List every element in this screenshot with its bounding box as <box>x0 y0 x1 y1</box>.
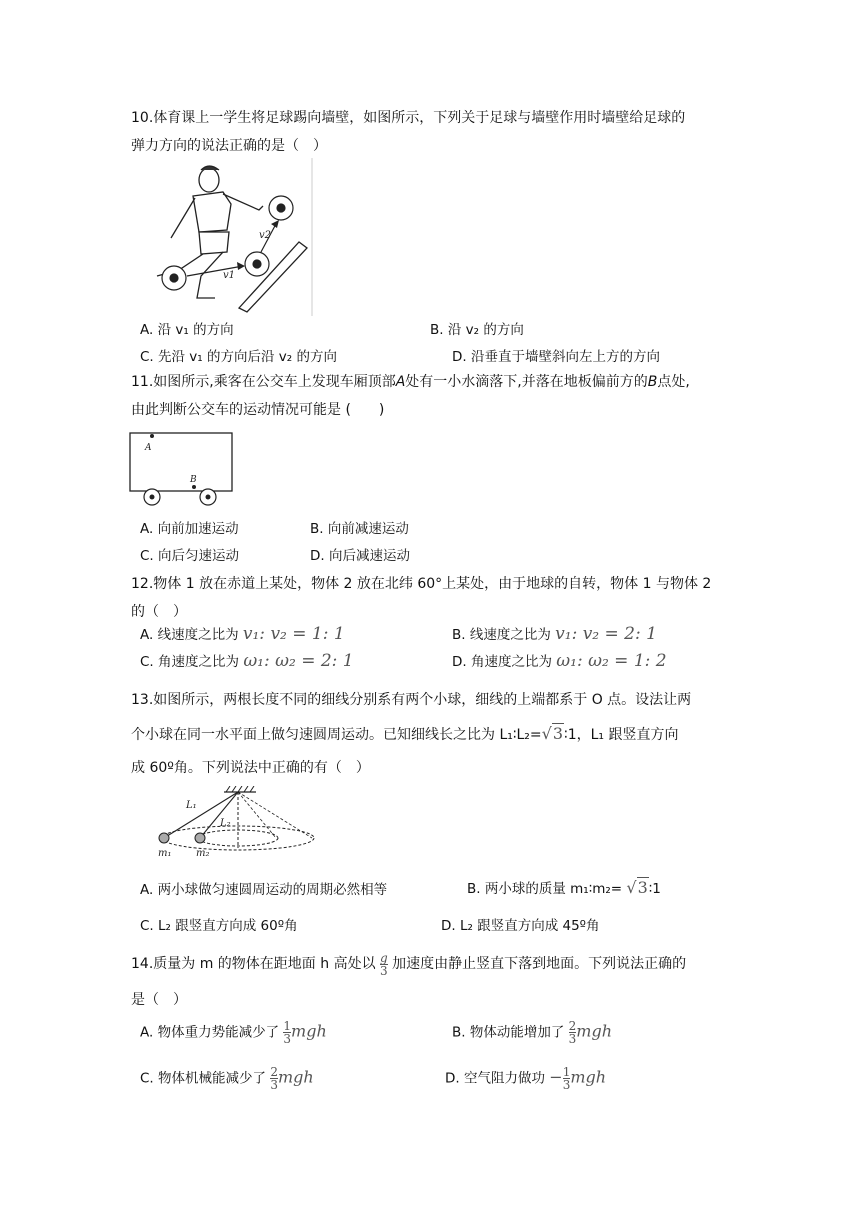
q13-line2: 个小球在同一水平面上做匀速圆周运动。已知细线长之比为 L₁∶L₂=√3∶1，L₁ 跟竖直方向 <box>131 724 679 743</box>
q11-option-c[interactable]: C. 向后匀速运动 <box>140 548 240 564</box>
q13-line3: 成 60º角。下列说法中正确的有（ ） <box>131 760 370 776</box>
q10-stem <box>131 104 731 160</box>
q10-v1-label: v1 <box>223 270 236 281</box>
q14-stem <box>131 946 731 1018</box>
q13-stem <box>131 684 731 785</box>
q13-pendulum-figure <box>150 786 324 862</box>
q13-m1-label: m₁ <box>158 848 172 859</box>
q13-line1: 13.如图所示，两根长度不同的细线分别系有两个小球，细线的上端都系于 O 点。设法让两 <box>131 692 692 708</box>
q10-v2-label: v2 <box>259 230 272 241</box>
q11-line2: 由此判断公交车的运动情况可能是 ( ) <box>131 402 385 418</box>
q10-line2: 弹力方向的说法正确的是（ ） <box>131 138 327 154</box>
q13-option-c[interactable]: C. L₂ 跟竖直方向成 60º角 <box>140 918 298 934</box>
q13-option-b[interactable]: B. 两小球的质量 m₁∶m₂= √3∶1 <box>467 878 661 897</box>
q10-option-b[interactable]: B. 沿 v₂ 的方向 <box>430 322 524 338</box>
q12-option-b[interactable]: B. 线速度之比为 v₁: v₂ = 2: 1 <box>452 624 657 644</box>
q13-l1-label: L₁ <box>186 800 197 811</box>
q14-line2: 是（ ） <box>131 992 187 1008</box>
q10-soccer-figure <box>131 158 313 316</box>
q11-point-a-label: A <box>145 443 152 453</box>
q12-option-d[interactable]: D. 角速度之比为 ω₁: ω₂ = 1: 2 <box>452 651 667 671</box>
q14-option-b[interactable]: B. 物体动能增加了 $\frac{2}{3}$ mgh <box>452 1019 613 1046</box>
q13-option-d[interactable]: D. L₂ 跟竖直方向成 45º角 <box>441 918 600 934</box>
q10-line1: 10.体育课上一学生将足球踢向墙壁，如图所示，下列关于足球与墙壁作用时墙壁给足球的 <box>131 110 686 126</box>
q14-option-a[interactable]: A. 物体重力势能减少了 $\frac{1}{3}$ mgh <box>140 1019 327 1046</box>
q12-stem <box>131 570 731 626</box>
q12-line2: 的（ ） <box>131 604 187 620</box>
q12-option-a[interactable]: A. 线速度之比为 v₁: v₂ = 1: 1 <box>140 624 345 644</box>
q11-option-a[interactable]: A. 向前加速运动 <box>140 521 239 537</box>
q12-line1: 12.物体 1 放在赤道上某处，物体 2 放在北纬 60°上某处，由于地球的自转，物体 1 与物体 2 <box>131 576 712 592</box>
q10-option-a[interactable]: A. 沿 v₁ 的方向 <box>140 322 234 338</box>
q13-option-a[interactable]: A. 两小球做匀速圆周运动的周期必然相等 <box>140 882 388 898</box>
q11-point-b-label: B <box>190 475 197 485</box>
q11-option-b[interactable]: B. 向前减速运动 <box>310 521 409 537</box>
q14-line1: 14.质量为 m 的物体在距地面 h 高处以 $\frac{g}{3}$ 加速度由静止竖直下落到地面。下列说法正确的 <box>131 950 687 978</box>
q13-l2-label: L₂ <box>220 818 231 829</box>
q11-option-d[interactable]: D. 向后减速运动 <box>310 548 410 564</box>
q10-option-c[interactable]: C. 先沿 v₁ 的方向后沿 v₂ 的方向 <box>140 349 337 365</box>
q11-bus-figure <box>128 430 236 508</box>
q11-line1: 11.如图所示,乘客在公交车上发现车厢顶部A处有一小水滴落下,并落在地板偏前方的B点处, <box>131 374 690 390</box>
q11-stem <box>131 368 731 424</box>
q14-option-d[interactable]: D. 空气阻力做功 − $\frac{1}{3}$ mgh <box>445 1065 607 1092</box>
q10-option-d[interactable]: D. 沿垂直于墙壁斜向左上方的方向 <box>452 349 660 365</box>
q12-option-c[interactable]: C. 角速度之比为 ω₁: ω₂ = 2: 1 <box>140 651 354 671</box>
q13-m2-label: m₂ <box>196 848 210 859</box>
q14-option-c[interactable]: C. 物体机械能减少了 $\frac{2}{3}$ mgh <box>140 1065 314 1092</box>
